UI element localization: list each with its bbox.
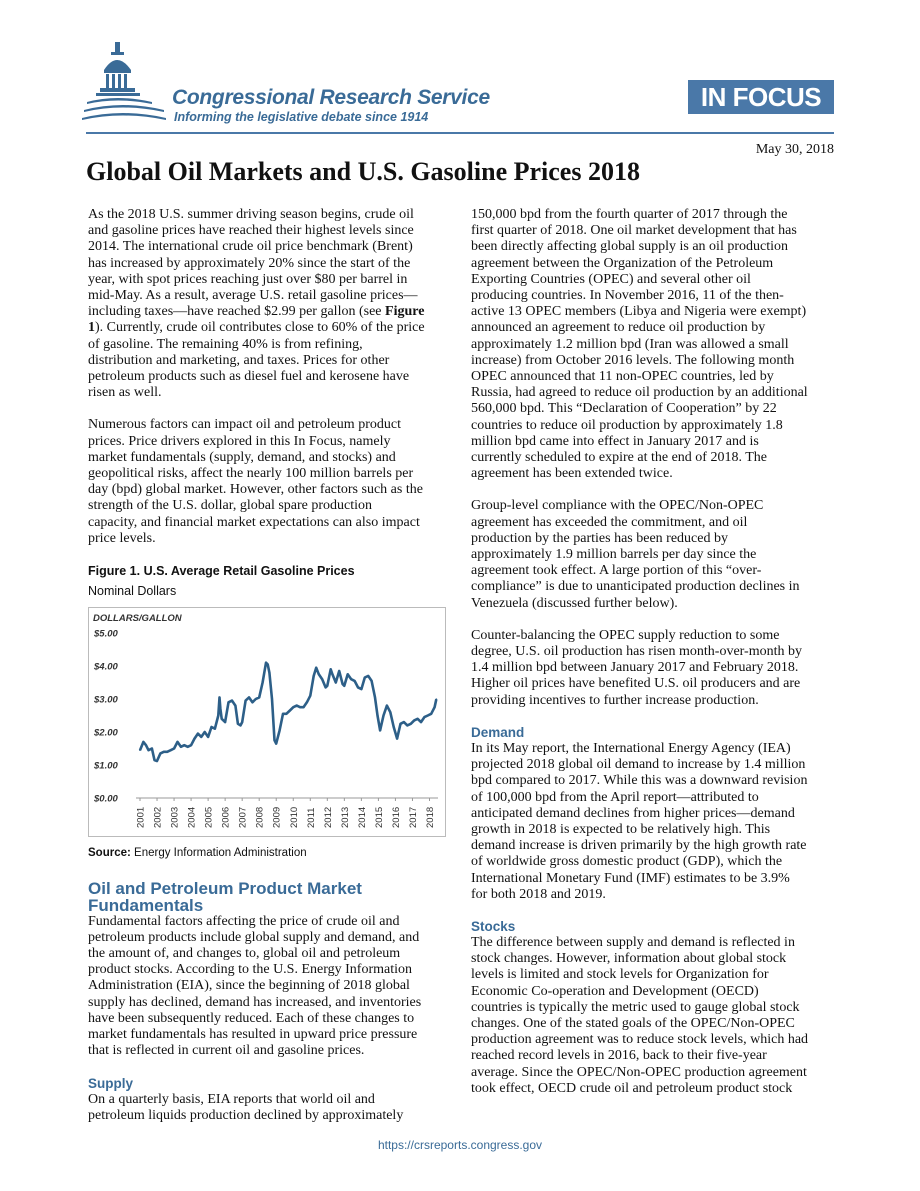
price-data-point: [393, 727, 395, 729]
figure-title: Figure 1. U.S. Average Retail Gasoline Prices: [88, 564, 355, 579]
x-tick-label: 2016: [390, 807, 402, 829]
stocks-paragraph: The difference between supply and demand is reflected in stock changes. However, information about global stock levels is limited and stock levels for Organization for Economic Co-operation and Development (OECD) countries is typically the metric used to gauge global stock changes. One of the stated goals of the OPEC/Non-OPEC production agreement was to reduce stock levels, which had reached record levels in 2016, back to their five-year average. Since the OPEC/Non-OPEC production agreement took effect, OECD crude oil and petroleum product stock: [471, 934, 809, 1096]
price-data-point: [386, 705, 388, 707]
price-data-point: [335, 682, 337, 684]
price-data-point: [350, 679, 352, 681]
price-data-point: [389, 712, 391, 714]
price-data-point: [237, 723, 239, 725]
price-data-point: [413, 720, 415, 722]
price-data-point: [286, 713, 288, 715]
price-data-point: [145, 745, 147, 747]
price-data-point: [321, 679, 323, 681]
price-data-point: [423, 717, 425, 719]
price-data-point: [217, 715, 219, 717]
y-tick-label: $5.00: [94, 628, 118, 640]
price-data-point: [269, 672, 271, 674]
price-data-point: [139, 750, 141, 752]
price-data-point: [315, 667, 317, 669]
x-tick-label: 2002: [152, 807, 164, 829]
price-data-point: [143, 741, 145, 743]
price-data-point: [207, 737, 209, 739]
price-data-point: [343, 685, 345, 687]
price-data-point: [248, 697, 250, 699]
us-production-paragraph: Counter-balancing the OPEC supply reduction to some degree, U.S. oil production has risen month-over-month by 1.4 million bpd between January 2017 and February 2018. Higher oil prices have benefited U.S. oil producers and are providing incentives to further increase production.: [471, 627, 802, 708]
x-tick-label: 2005: [203, 807, 215, 829]
price-data-point: [417, 718, 419, 720]
price-data-point: [219, 708, 221, 710]
price-data-point: [274, 740, 276, 742]
price-data-point: [228, 702, 230, 704]
price-data-point: [177, 741, 179, 743]
supply-paragraph: On a quarterly basis, EIA reports that world oil and petroleum liquids production declined by approximately: [88, 1091, 404, 1123]
capitol-dome-logo: [82, 40, 168, 126]
price-data-point: [410, 723, 412, 725]
price-data-point: [434, 707, 436, 709]
price-data-point: [299, 707, 301, 709]
x-tick-label: 2007: [237, 807, 249, 829]
price-data-point: [219, 697, 221, 699]
price-data-point: [170, 750, 172, 752]
price-data-point: [396, 738, 398, 740]
section-heading-supply: Supply: [88, 1075, 134, 1091]
x-tick-label: 2008: [254, 807, 266, 829]
price-data-point: [360, 689, 362, 691]
price-data-point: [330, 669, 332, 671]
gasoline-price-chart: [88, 607, 446, 837]
price-data-point: [240, 725, 242, 727]
y-tick-label: $4.00: [94, 661, 118, 673]
price-data-point: [156, 761, 158, 763]
x-tick-label: 2015: [373, 807, 385, 829]
demand-paragraph: In its May report, the International Energy Agency (IEA) projected 2018 global oil demand to increase by 1.4 million bpd compared to 2017. While this was a downward revision of 100,000 bpd from the April report—attributed to anticipated demand declines from higher prices—demand growth in 2018 is expected to be relatively high. This demand increase is driven primarily by the high growth rate of worldwide gross domestic product (GDP), which the International Monetary Fund (IMF) estimates to be 3.9% for both 2018 and 2019.: [471, 740, 808, 902]
price-data-point: [197, 733, 199, 735]
price-data-point: [282, 713, 284, 715]
figure-subtitle: Nominal Dollars: [88, 584, 177, 599]
right-column: [471, 207, 835, 1113]
price-data-point: [275, 743, 277, 745]
x-tick-label: 2012: [322, 807, 334, 829]
header-divider: [86, 132, 834, 134]
figure-source: Source: Energy Information Administration: [88, 847, 307, 860]
section-heading-demand: Demand: [471, 724, 525, 740]
section-heading-stocks: Stocks: [471, 918, 516, 934]
price-data-point: [211, 727, 213, 729]
price-data-point: [357, 687, 359, 689]
price-data-point: [265, 662, 267, 664]
org-name: Congressional Research Service: [172, 86, 490, 109]
x-tick-label: 2003: [169, 807, 181, 829]
price-data-point: [374, 697, 376, 699]
x-tick-label: 2017: [407, 807, 419, 829]
price-data-point: [403, 722, 405, 724]
page-title: Global Oil Markets and U.S. Gasoline Prices 2018: [86, 157, 640, 186]
price-data-point: [379, 730, 381, 732]
price-data-point: [214, 728, 216, 730]
price-data-point: [347, 674, 349, 676]
fundamentals-paragraph: Fundamental factors affecting the price of crude oil and petroleum products include global supply and demand, and the amount of, and changes to, global oil and petroleum product stocks. According to the U.S. Energy Information Administration (EIA), since the beginning of 2018 global supply has declined, demand has increased, and inventories have been subsequently reduced. Each of these changes to market fundamentals has resulted in upward price pressure that is reflected in current oil and gasoline prices.: [88, 913, 422, 1059]
price-data-point: [420, 722, 422, 724]
figure-ref-number[interactable]: 1: [88, 320, 95, 336]
price-data-point: [326, 685, 328, 687]
y-tick-label: $1.00: [94, 760, 118, 772]
x-tick-label: 2011: [305, 808, 317, 829]
price-data-point: [180, 746, 182, 748]
x-tick-label: 2001: [135, 807, 147, 829]
left-column: [88, 207, 448, 1140]
figure-ref[interactable]: Figure: [385, 304, 425, 320]
org-tagline: Informing the legislative debate since 1914: [174, 110, 429, 124]
x-tick-label: 2018: [424, 807, 436, 829]
price-data-point: [183, 745, 185, 747]
y-axis-label: DOLLARS/GALLON: [93, 613, 182, 625]
price-data-point: [377, 715, 379, 717]
price-data-point: [241, 722, 243, 724]
price-data-point: [364, 677, 366, 679]
price-data-point: [154, 760, 156, 762]
y-tick-label: $3.00: [94, 694, 118, 706]
price-data-point: [435, 699, 437, 701]
section-heading-fundamentals: Oil and Petroleum Product Market Fundamentals: [88, 878, 362, 915]
price-data-point: [430, 713, 432, 715]
price-data-point: [224, 722, 226, 724]
price-data-point: [292, 707, 294, 709]
price-data-point: [221, 718, 223, 720]
price-data-point: [262, 682, 264, 684]
price-data-point: [354, 680, 356, 682]
price-data-point: [325, 687, 327, 689]
price-data-point: [279, 730, 281, 732]
x-tick-label: 2004: [186, 807, 198, 829]
price-data-point: [306, 702, 308, 704]
price-data-point: [194, 738, 196, 740]
price-data-point: [296, 705, 298, 707]
price-data-point: [267, 664, 269, 666]
price-data-point: [383, 715, 385, 717]
price-data-point: [166, 751, 168, 753]
price-data-point: [190, 745, 192, 747]
price-data-point: [271, 699, 273, 701]
price-data-point: [231, 700, 233, 702]
price-data-point: [187, 746, 189, 748]
price-data-point: [160, 753, 162, 755]
price-data-point: [309, 695, 311, 697]
price-data-point: [338, 671, 340, 673]
publication-date: May 30, 2018: [755, 142, 834, 157]
intro-paragraph: As the 2018 U.S. summer driving season begins, crude oil and gasoline prices have reached their highest levels since 2014. The international crude oil price benchmark (Brent) has increased by approximately 20% since the start of the year, with spot prices reaching just over $80 per barrel in mid-May. As a result, average U.S. retail gasoline prices— including taxes—have reached $2.99 per gallon (see Figure 1). Currently, crude oil contributes close to 60% of the price of gasoline. The remaining 40% is from refining, distribution and marketing, and taxes. Prices for other petroleum products such as diesel fuel and kerosene have risen as well.: [88, 207, 425, 401]
y-tick-label: $0.00: [94, 793, 118, 805]
price-data-point: [200, 737, 202, 739]
price-data-point: [289, 710, 291, 712]
price-data-point: [148, 750, 150, 752]
compliance-paragraph: Group-level compliance with the OPEC/Non-OPEC agreement has exceeded the commitment, and oil production by the parties has been reduced by approximately 1.9 million barrels per day since the agreement took effect. A large portion of this “over- compliance” is due to unanticipated production declines in Venezuela (discussed further below).: [471, 498, 800, 611]
price-data-point: [255, 699, 257, 701]
price-data-point: [342, 684, 344, 686]
price-data-point: [427, 715, 429, 717]
price-data-point: [163, 751, 165, 753]
price-data-point: [245, 700, 247, 702]
price-data-point: [173, 748, 175, 750]
price-data-point: [234, 705, 236, 707]
x-tick-label: 2009: [271, 807, 283, 829]
price-data-point: [371, 680, 373, 682]
price-data-point: [367, 675, 369, 677]
x-tick-label: 2010: [288, 807, 300, 829]
price-data-point: [251, 702, 253, 704]
price-data-point: [258, 697, 260, 699]
price-data-point: [400, 723, 402, 725]
footer-url-link[interactable]: https://crsreports.congress.gov: [377, 1138, 543, 1152]
price-data-point: [318, 674, 320, 676]
price-data-point: [313, 675, 315, 677]
price-data-point: [332, 674, 334, 676]
supply-continued-paragraph: 150,000 bpd from the fourth quarter of 2017 through the first quarter of 2018. One oil market development that has been directly affecting global supply is an oil production agreement between the Organization of the Petroleum Exporting Countries (OPEC) and several other oil producing countries. In November 2016, 11 of the then- active 13 OPEC members (Libya and Nigeria were exempt) announced an agreement to reduce oil production by approximately 1.2 million bpd (Iran was allowed a small increase) from October 2016 levels. The following month OPEC announced that 11 non-OPEC countries, led by Russia, had agreed to reduce oil production by an additional 560,000 bpd. This “Declaration of Cooperation” by 22 countries to reduce oil production by approximately 1.8 million bpd came into effect in January 2017 and is currently scheduled to expire at the end of 2018. The agreement has been extended twice.: [471, 207, 808, 482]
price-data-point: [303, 707, 305, 709]
price-data-point: [406, 725, 408, 727]
in-focus-badge: IN FOCUS: [688, 80, 834, 114]
price-data-point: [204, 732, 206, 734]
price-data-point: [151, 748, 153, 750]
x-tick-label: 2013: [339, 807, 351, 829]
x-tick-label: 2014: [356, 807, 368, 829]
y-tick-label: $2.00: [94, 727, 118, 739]
price-drivers-paragraph: Numerous factors can impact oil and petroleum product prices. Price drivers explored in this In Focus, namely market fundamentals (supply, demand, and stocks) and geopolitical risks, affect the nearly 100 million barrels per day (bpd) global market. However, other factors such as the strength of the U.S. dollar, global spare production capacity, and financial market expectations can also impact price levels.: [88, 417, 423, 546]
x-tick-label: 2006: [220, 807, 232, 829]
